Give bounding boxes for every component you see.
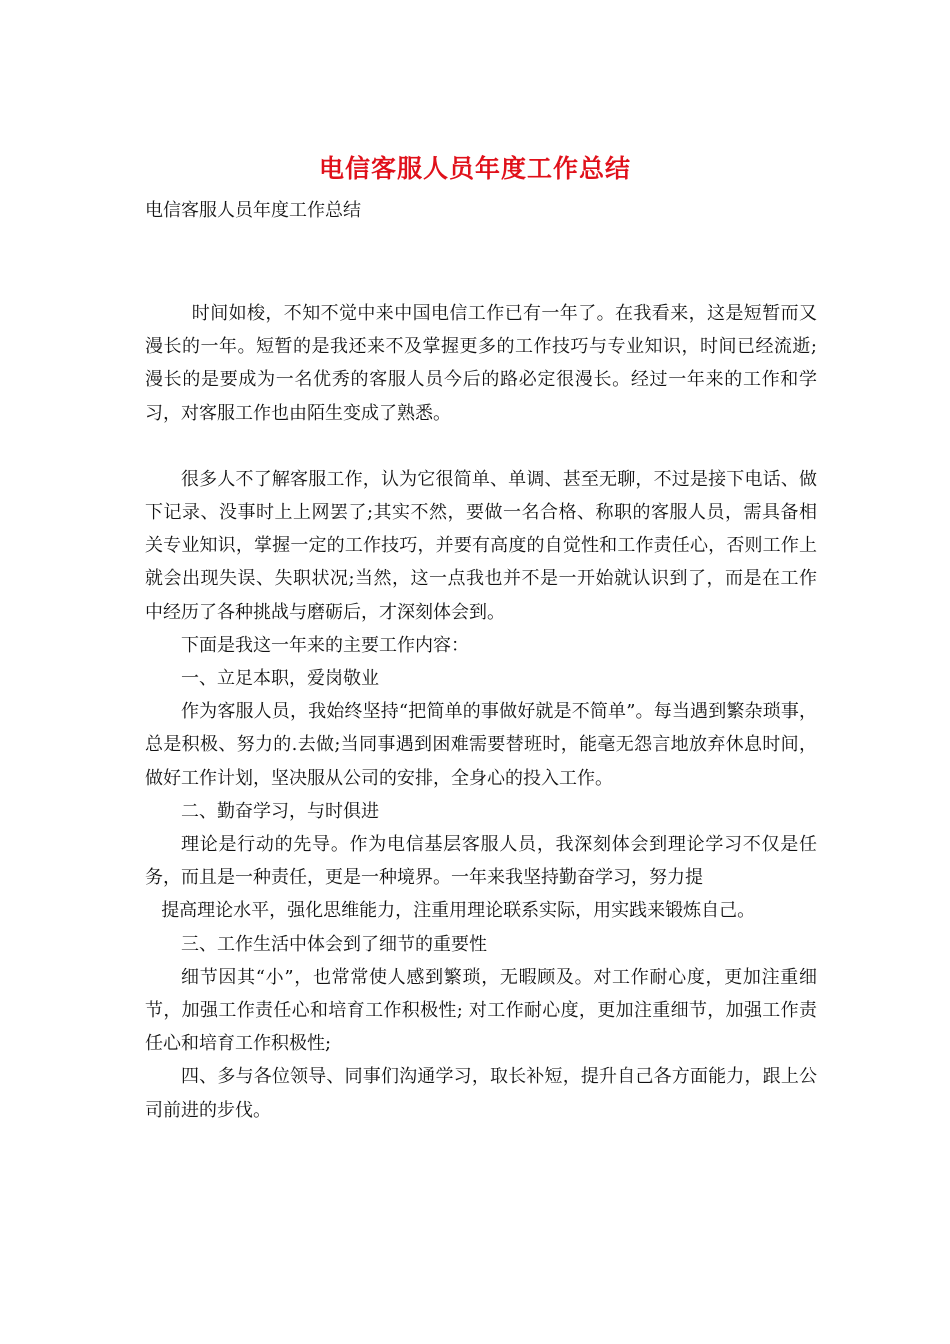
paragraph-understanding: 很多人不了解客服工作，认为它很简单、单调、甚至无聊，不过是接下电话、做下记录、没事时上上网罢了;其实不然，要做一名合格、称职的客服人员，需具备相关专业知识，掌握一定的工作技巧，并要有高度的自觉性和工作责任心，否则工作上就会出现失误、失职状况;当然，这一点我也并不是一开始就认识到了，而是在工作中经历了各种挑战与磨砺后，才深刻体会到。 [145,468,817,623]
paragraph-section-4: 四、多与各位领导、同事们沟通学习，取长补短，提升自己各方面能力，跟上公司前进的步伐。 [145,1066,817,1121]
paragraph-section-1: 作为客服人员，我始终坚持“把简单的事做好就是不简单”。每当遇到繁杂琐事，总是积极、努力的.去做;当同事遇到困难需要替班时，能毫无怨言地放弃休息时间，做好工作计划，坚决服从公司的安排，全身心的投入工作。 [145,701,817,789]
paragraph-work-content-intro: 下面是我这一年来的主要工作内容： [181,634,469,656]
section-heading-2: 二、勤奋学习，与时俱进 [181,800,379,822]
document-title: 电信客服人员年度工作总结 [318,154,631,183]
paragraph-intro: 时间如梭，不知不觉中来中国电信工作已有一年了。在我看来，这是短暂而又漫长的一年。短暂的是我还来不及掌握更多的工作技巧与专业知识，时间已经流逝;漫长的是要成为一名优秀的客服人员今后的路必定很漫长。经过一年来的工作和学习，对客服工作也由陌生变成了熟悉。 [145,303,817,424]
document-body [145,297,817,1127]
section-heading-1: 一、立足本职，爱岗敬业 [181,668,379,690]
paragraph-section-2a: 理论是行动的先导。作为电信基层客服人员，我深刻体会到理论学习不仅是任务，而且是一种责任，更是一种境界。一年来我坚持勤奋学习，努力提 [145,834,817,889]
paragraph-gap [145,430,817,463]
paragraph-section-3: 细节因其“小”，也常常使人感到繁琐，无暇顾及。对工作耐心度，更加注重细节，加强工作责任心和培育工作积极性; 对工作耐心度，更加注重细节，加强工作责任心和培育工作积极性; [145,966,817,1055]
paragraph-section-2b: 提高理论水平，强化思维能力，注重用理论联系实际，用实践来锻炼自己。 [161,900,756,922]
document-subtitle: 电信客服人员年度工作总结 [145,200,361,221]
section-heading-3: 三、工作生活中体会到了细节的重要性 [181,933,487,955]
